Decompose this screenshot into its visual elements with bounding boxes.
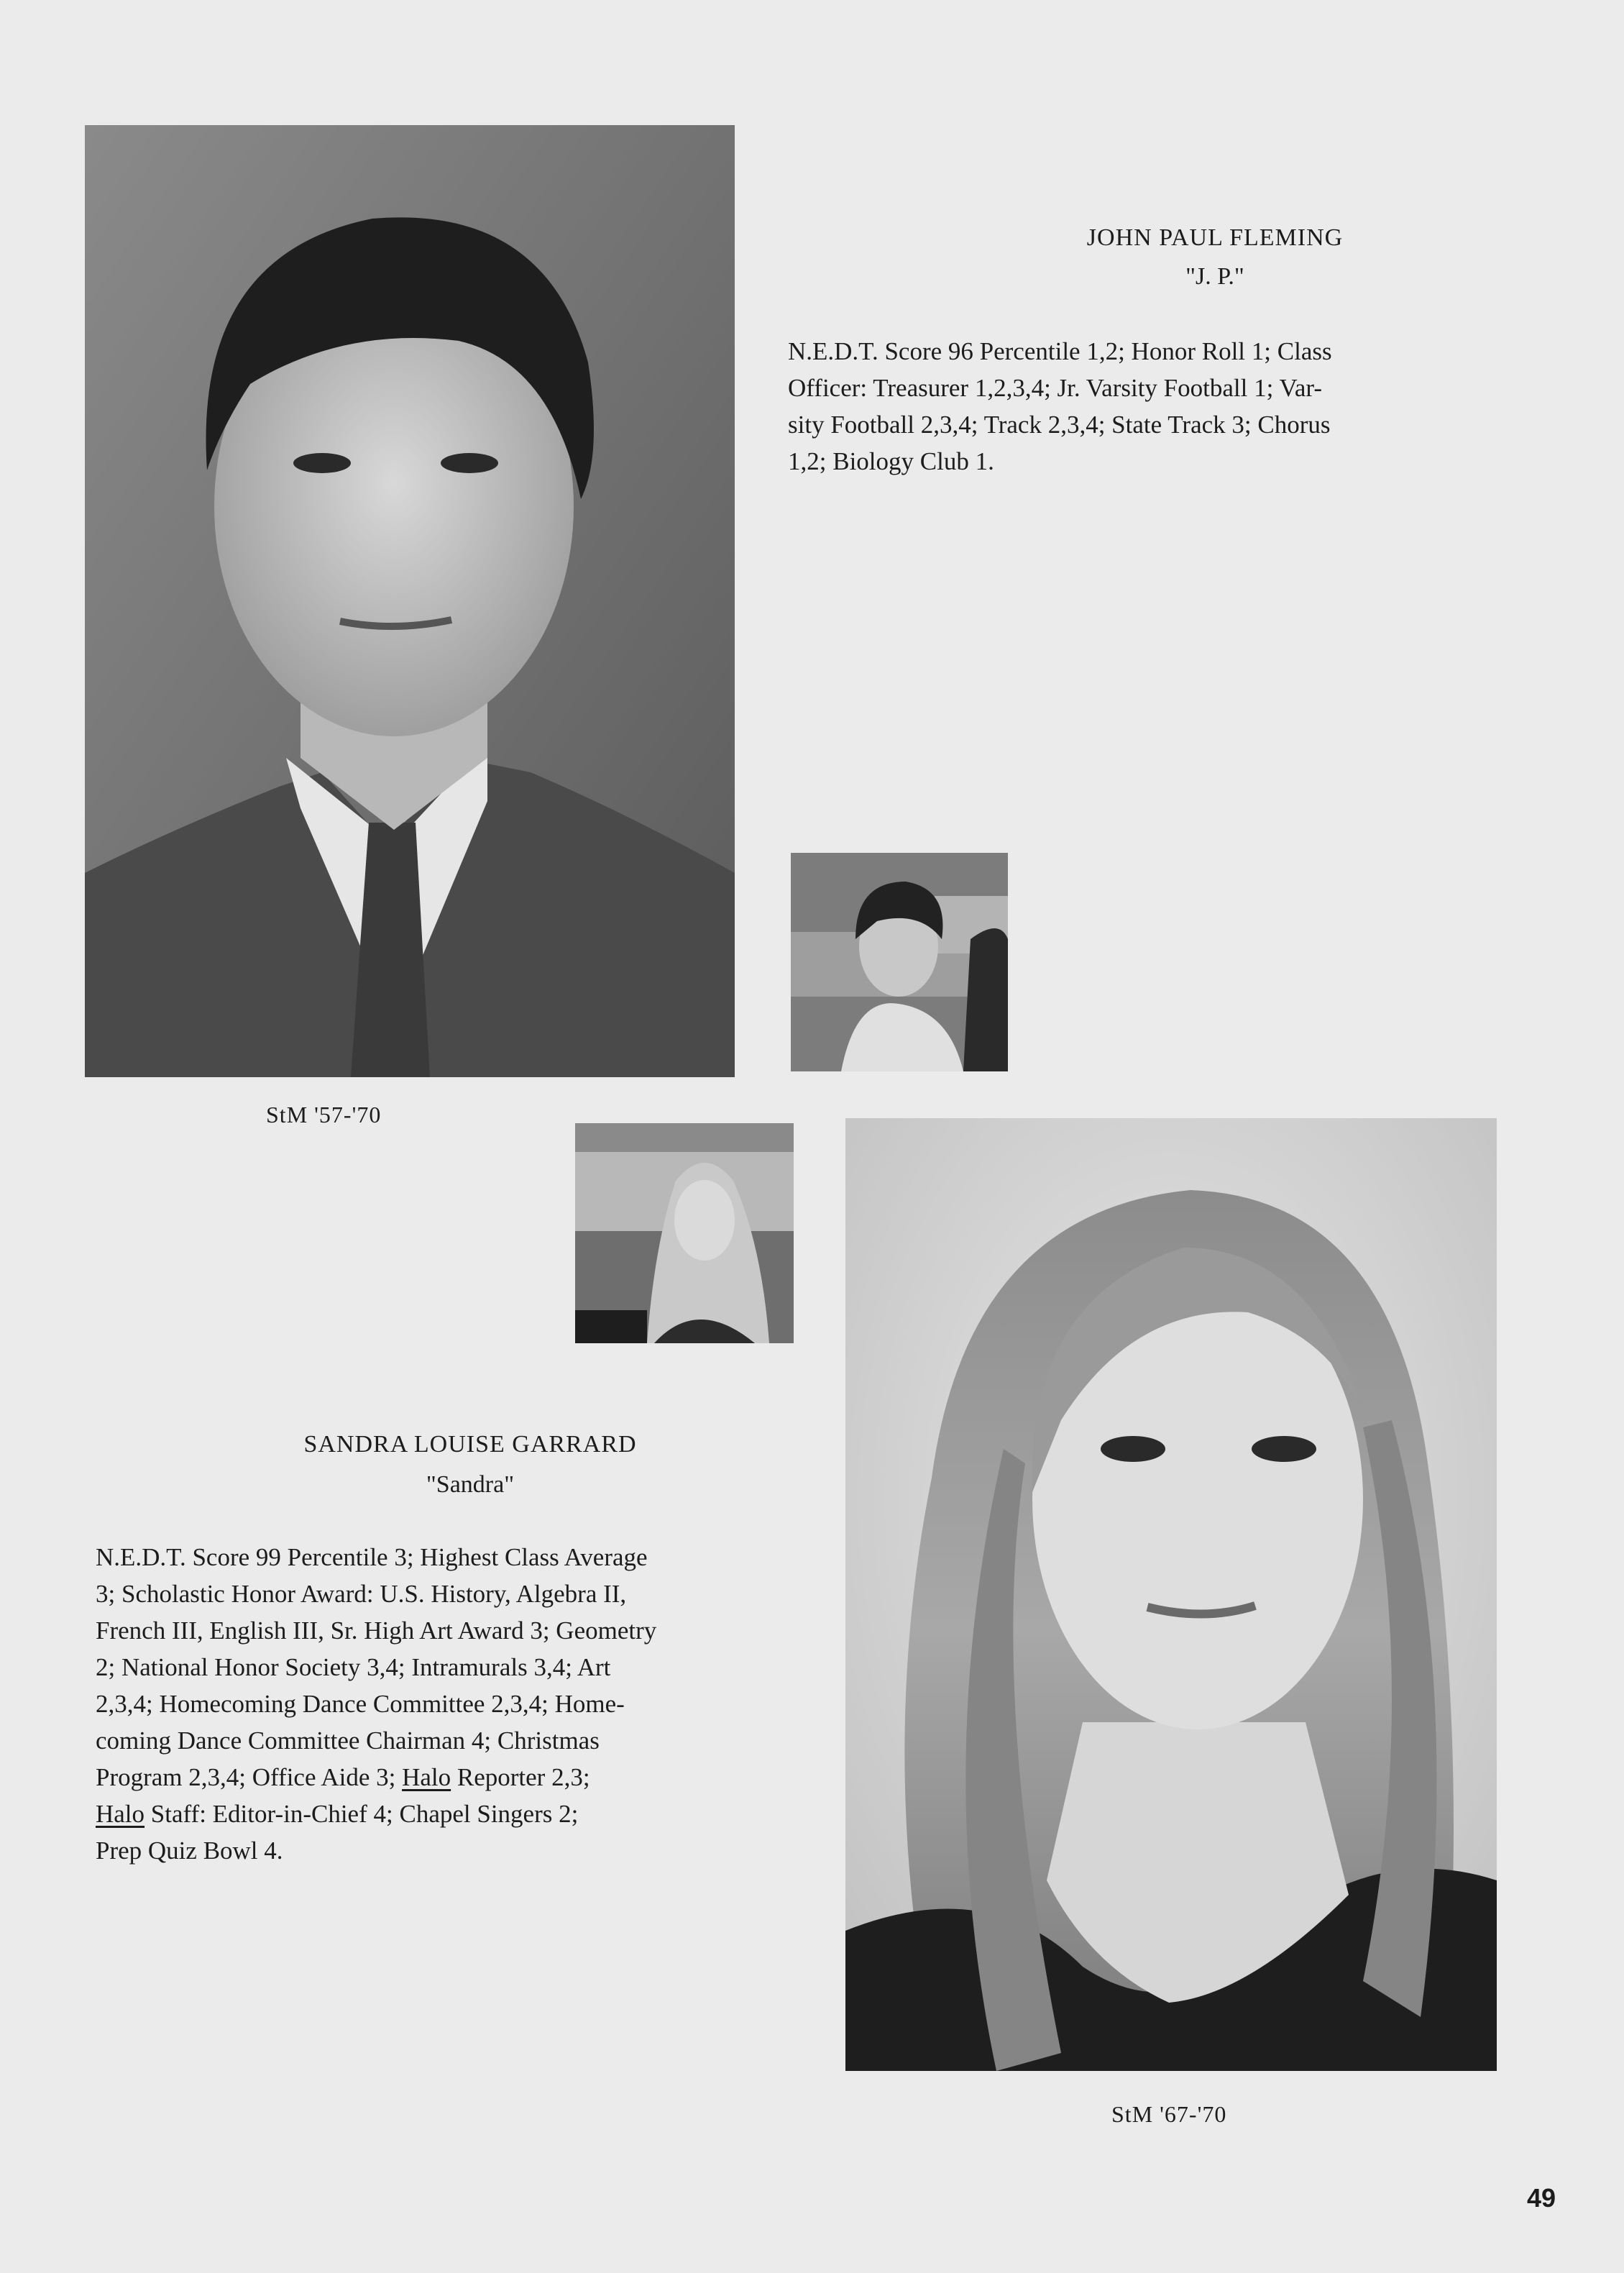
sandra-bio-line: French III, English III, Sr. High Art Award 3; Geometry [96,1616,657,1645]
sandra-bio-line: coming Dance Committee Chairman 4; Christmas [96,1727,600,1755]
sandra-bio-line: Prep Quiz Bowl 4. [96,1837,283,1865]
john-bio-line: Officer: Treasurer 1,2,3,4; Jr. Varsity Football 1; Var- [788,374,1322,402]
page-number: 49 [1527,2183,1556,2213]
sandra-bio-line: 3; Scholastic Honor Award: U.S. History, Algebra II, [96,1580,627,1608]
sandra-bio-line-part: Staff: Editor-in-Chief 4; Chapel Singers 2; [150,1800,579,1828]
john-candid-photo [791,853,1008,1071]
sandra-bio-line: 2; National Honor Society 3,4; Intramurals 3,4; Art [96,1653,611,1681]
sandra-bio-line [96,1796,793,1832]
john-bio [788,333,1485,480]
john-portrait-photo [85,125,735,1077]
john-bio-line: N.E.D.T. Score 96 Percentile 1,2; Honor Roll 1; Class [788,337,1332,365]
john-bio-line: sity Football 2,3,4; Track 2,3,4; State Track 3; Chorus [788,411,1331,439]
sandra-bio-line-part: Reporter 2,3; [457,1763,590,1791]
sandra-name: SANDRA LOUISE GARRARD [303,1431,637,1458]
sandra-caption: StM '67-'70 [1111,2101,1227,2127]
sandra-bio-line-part: Program 2,3,4; Office Aide 3; [96,1763,396,1791]
john-name: JOHN PAUL FLEMING [1086,224,1344,251]
sandra-bio-line: 2,3,4; Homecoming Dance Committee 2,3,4; Home- [96,1690,625,1718]
sandra-nickname: "Sandra" [426,1471,515,1498]
sandra-bio-line: N.E.D.T. Score 99 Percentile 3; Highest Class Average [96,1543,648,1571]
john-nickname: "J. P." [1185,263,1244,290]
halo-underlined-word: Halo [96,1800,145,1828]
sandra-bio-line [96,1759,793,1796]
sandra-candid-photo [575,1123,794,1343]
halo-underlined-word: Halo [402,1763,451,1791]
sandra-portrait-photo [845,1118,1497,2071]
sandra-bio [96,1539,793,1869]
john-caption: StM '57-'70 [266,1102,382,1128]
john-bio-line: 1,2; Biology Club 1. [788,447,994,475]
